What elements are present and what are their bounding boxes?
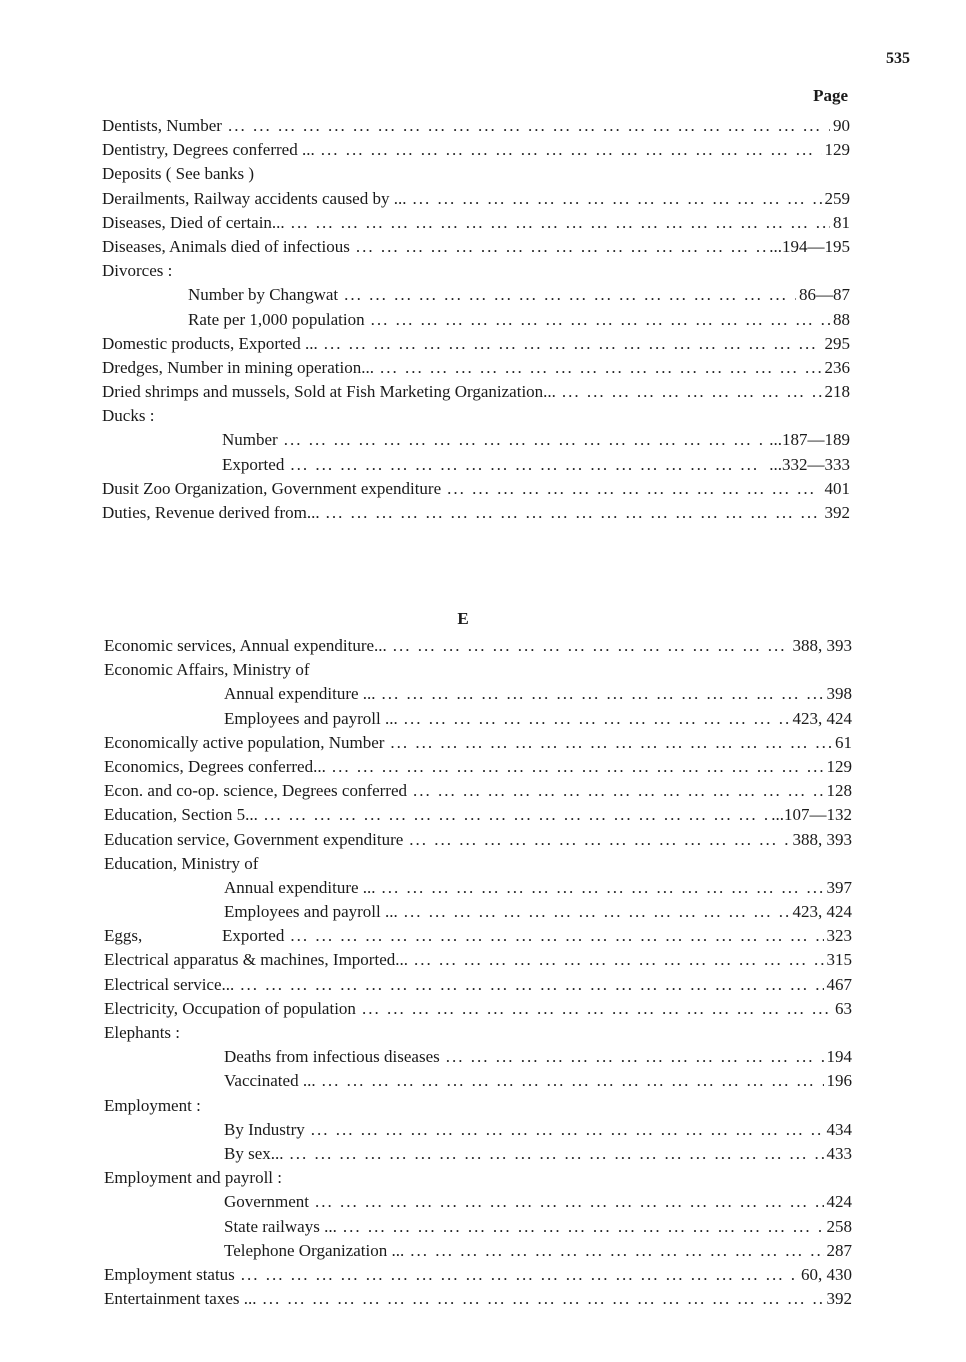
index-subentry <box>102 308 850 332</box>
page-reference: 392 <box>824 503 850 522</box>
dot-leader <box>326 501 822 525</box>
dot-leader <box>324 332 822 356</box>
dot-leader <box>382 682 824 706</box>
index-entry <box>102 162 850 186</box>
page-reference: 86—87 <box>799 285 850 305</box>
index-term-text: By sex... <box>224 1143 284 1163</box>
index-entry <box>104 924 852 948</box>
index-term <box>102 259 172 283</box>
dot-leader <box>315 1190 824 1214</box>
index-term-text: Deaths from infectious diseases <box>224 1047 440 1067</box>
dot-leader <box>390 731 832 755</box>
dot-leader <box>284 428 767 452</box>
index-term-text: Exported <box>222 926 285 946</box>
index-term <box>224 1215 337 1239</box>
dot-leader <box>413 779 823 803</box>
index-term <box>102 114 222 138</box>
dot-leader <box>393 634 790 658</box>
index-term <box>102 138 315 162</box>
index-term <box>102 187 406 211</box>
index-section-e <box>104 604 852 1311</box>
index-term-text: Number by Changwat <box>188 285 339 305</box>
index-entry <box>102 138 850 162</box>
index-entry <box>104 1094 852 1118</box>
page-reference: 423, 424 <box>792 708 852 728</box>
index-subentry <box>104 1118 852 1142</box>
index-term <box>224 1142 284 1166</box>
index-term-text: Employment : <box>104 1095 201 1115</box>
page-reference: 423, 424 <box>792 902 852 922</box>
page-reference: 88 <box>833 309 850 329</box>
index-term-text: Government <box>224 1192 309 1212</box>
index-term <box>102 356 374 380</box>
page-reference: 388, 393 <box>792 636 852 655</box>
index-entry <box>104 973 852 997</box>
page-reference: 287 <box>826 1240 852 1260</box>
index-entry <box>104 755 852 779</box>
dot-leader <box>344 283 796 307</box>
dot-leader <box>240 973 823 997</box>
dot-leader <box>228 114 830 138</box>
index-term <box>104 658 310 682</box>
dot-leader <box>412 187 821 211</box>
index-term <box>224 707 398 731</box>
index-term-text: Annual expenditure ... <box>224 684 376 704</box>
page-reference: 236 <box>824 357 850 377</box>
index-term <box>104 1263 235 1287</box>
dot-leader <box>356 235 766 259</box>
index-term <box>104 852 258 876</box>
page-reference: ...187—189 <box>769 430 850 450</box>
index-subentry <box>104 900 852 924</box>
page-reference: 401 <box>824 478 850 498</box>
index-entry <box>102 477 850 501</box>
index-entry <box>104 1021 852 1045</box>
index-term <box>222 453 284 477</box>
dot-leader <box>446 1045 824 1069</box>
page-reference: 194 <box>826 1047 852 1067</box>
index-term-text: Duties, Revenue derived from... <box>102 503 320 522</box>
index-term-text: Economic services, Annual expenditure... <box>104 636 387 655</box>
dot-leader <box>343 1215 824 1239</box>
index-term <box>104 803 258 827</box>
dot-leader <box>332 755 824 779</box>
page-reference: 258 <box>826 1216 852 1236</box>
dot-leader <box>404 707 790 731</box>
index-term-text: Number <box>222 430 278 450</box>
page-reference: 63 <box>835 998 852 1018</box>
index-term-text: Dried shrimps and mussels, Sold at Fish Marketing Organization... <box>102 382 556 402</box>
index-term-text: Education service, Government expenditure <box>104 829 404 849</box>
dot-leader <box>414 948 824 972</box>
page-reference: 424 <box>826 1192 852 1212</box>
index-term-text: Electrical apparatus & machines, Imported... <box>104 950 408 970</box>
page-reference: 60, 430 <box>801 1264 852 1284</box>
page-reference: 128 <box>826 781 852 801</box>
index-entry <box>104 803 852 827</box>
index-entry <box>102 404 850 428</box>
index-section-e-entries <box>104 634 852 1311</box>
index-term-text: Dusit Zoo Organization, Government expenditure <box>102 478 442 498</box>
index-term <box>104 779 407 803</box>
page-reference: 129 <box>824 140 850 160</box>
dot-leader <box>241 1263 798 1287</box>
index-subentry <box>102 283 850 307</box>
index-term-text: Diseases, Died of certain... <box>102 212 285 232</box>
page-reference: 398 <box>826 684 852 704</box>
dot-leader <box>380 356 822 380</box>
index-term-text: Deposits ( See banks ) <box>102 164 255 184</box>
index-term-text: Economically active population, Number <box>104 732 385 752</box>
page-reference: 259 <box>824 188 850 208</box>
index-term <box>102 235 350 259</box>
index-term-text: Employment and payroll : <box>104 1168 282 1188</box>
page-reference: 129 <box>826 756 852 776</box>
page-reference: 315 <box>826 950 852 970</box>
page-reference: 392 <box>826 1289 852 1309</box>
index-term-prefix: Eggs, <box>104 926 143 946</box>
index-term-text: Telephone Organization ... <box>224 1240 405 1260</box>
dot-leader <box>290 924 823 948</box>
page-reference: 295 <box>824 333 850 353</box>
index-entry <box>104 731 852 755</box>
index-entry <box>102 501 850 525</box>
dot-leader <box>404 900 790 924</box>
dot-leader <box>321 138 822 162</box>
dot-leader <box>409 828 789 852</box>
index-term <box>102 332 318 356</box>
index-term-text: Exported <box>222 454 285 474</box>
index-subentry <box>104 1069 852 1093</box>
index-term-text: Education, Section 5... <box>104 805 258 825</box>
index-term-text: Education, Ministry of <box>104 853 259 873</box>
index-entry <box>104 852 852 876</box>
index-term <box>104 997 356 1021</box>
index-term <box>188 283 338 307</box>
index-term-text: State railways ... <box>224 1216 337 1236</box>
index-term <box>104 731 384 755</box>
index-term-text: Economics, Degrees conferred... <box>104 756 326 776</box>
index-term <box>104 1287 256 1311</box>
section-letter: E <box>457 609 469 628</box>
index-term <box>188 308 365 332</box>
index-section-d <box>102 114 850 525</box>
dot-leader <box>311 1118 824 1142</box>
index-term-text: Derailments, Railway accidents caused by ... <box>102 188 407 208</box>
index-term <box>102 404 154 428</box>
page-reference: ...332—333 <box>769 454 850 474</box>
index-term-text: Employment status <box>104 1264 235 1284</box>
index-entry <box>104 948 852 972</box>
index-term-text: Diseases, Animals died of infectious <box>102 236 350 256</box>
index-term <box>224 1045 440 1069</box>
index-subentry <box>104 1142 852 1166</box>
dot-leader <box>262 1287 823 1311</box>
index-entry <box>104 779 852 803</box>
index-subentry <box>102 428 850 452</box>
page-reference: 218 <box>824 382 850 402</box>
index-term <box>224 682 376 706</box>
index-entry <box>104 658 852 682</box>
index-term-text: Employees and payroll ... <box>224 708 398 728</box>
dot-leader <box>290 1142 824 1166</box>
index-entry <box>102 211 850 235</box>
index-entry <box>102 235 850 259</box>
index-term <box>104 924 284 948</box>
page-reference: 196 <box>826 1071 852 1091</box>
index-term <box>102 162 254 186</box>
index-term-text: Econ. and co-op. science, Degrees conferred <box>104 781 408 801</box>
index-term <box>224 1239 404 1263</box>
index-term <box>104 1094 201 1118</box>
dot-leader <box>291 211 830 235</box>
index-entry <box>104 634 852 658</box>
index-subentry <box>104 876 852 900</box>
page-reference: 81 <box>833 212 850 232</box>
page-column-header: Page <box>813 86 848 105</box>
index-term-text: Electricity, Occupation of population <box>104 998 356 1018</box>
index-term <box>104 973 234 997</box>
dot-leader <box>382 876 824 900</box>
index-term <box>104 1021 180 1045</box>
index-entry <box>104 997 852 1021</box>
index-entry <box>104 1166 852 1190</box>
index-entry <box>104 1263 852 1287</box>
dot-leader <box>371 308 830 332</box>
index-term <box>224 900 398 924</box>
page-reference: 433 <box>826 1143 852 1163</box>
index-entry <box>104 1287 852 1311</box>
index-term <box>104 1166 282 1190</box>
index-subentry <box>104 1239 852 1263</box>
index-term <box>224 876 376 900</box>
page-reference: 434 <box>826 1119 852 1139</box>
page-reference: ...107—132 <box>771 805 852 825</box>
index-entry <box>102 114 850 138</box>
index-subentry <box>104 1215 852 1239</box>
index-entry <box>102 380 850 404</box>
index-term-text: Electrical service... <box>104 974 235 994</box>
page-reference: 323 <box>826 926 852 946</box>
index-term <box>104 634 387 658</box>
index-term <box>102 380 556 404</box>
dot-leader <box>562 380 822 404</box>
index-term <box>102 211 285 235</box>
index-term-text: Dentistry, Degrees conferred ... <box>102 140 315 160</box>
dot-leader <box>447 477 821 501</box>
index-term-text: By Industry <box>224 1119 305 1139</box>
index-term-text: Economic Affairs, Ministry of <box>104 660 310 680</box>
page-reference: 397 <box>826 877 852 897</box>
index-term <box>104 755 326 779</box>
dot-leader <box>264 803 768 827</box>
index-entry <box>102 332 850 356</box>
index-term-text: Domestic products, Exported ... <box>102 333 318 353</box>
index-term <box>104 948 408 972</box>
dot-leader <box>322 1069 824 1093</box>
page-reference: 61 <box>835 732 852 752</box>
index-term-text: Divorces : <box>102 261 173 281</box>
index-term <box>224 1118 305 1142</box>
index-term <box>102 477 441 501</box>
index-term <box>224 1069 316 1093</box>
index-term <box>102 501 320 525</box>
index-entry <box>102 259 850 283</box>
index-subentry <box>104 1190 852 1214</box>
index-term-text: Ducks : <box>102 406 155 426</box>
index-entry <box>104 828 852 852</box>
page-reference: 90 <box>833 116 850 135</box>
index-entry <box>102 187 850 211</box>
index-term-text: Entertainment taxes ... <box>104 1289 257 1309</box>
index-term-text: Annual expenditure ... <box>224 877 376 897</box>
page-reference: 467 <box>826 974 852 994</box>
index-term <box>224 1190 309 1214</box>
dot-leader <box>410 1239 823 1263</box>
index-term-text: Vaccinated ... <box>224 1071 316 1091</box>
page-reference: 388, 393 <box>792 829 852 849</box>
dot-leader <box>290 453 766 477</box>
page-reference: ...194—195 <box>769 236 850 256</box>
index-entry <box>102 356 850 380</box>
index-subentry <box>104 682 852 706</box>
index-term-text: Employees and payroll ... <box>224 902 398 922</box>
index-term-text: Dentists, Number <box>102 116 222 135</box>
index-term <box>222 428 278 452</box>
index-term-text: Dredges, Number in mining operation... <box>102 357 374 377</box>
index-subentry <box>104 707 852 731</box>
index-subentry <box>104 1045 852 1069</box>
index-term-text: Rate per 1,000 population <box>188 309 365 329</box>
index-term-text: Elephants : <box>104 1023 181 1042</box>
index-term <box>104 828 403 852</box>
dot-leader <box>362 997 832 1021</box>
index-subentry <box>102 453 850 477</box>
page-number: 535 <box>886 50 910 67</box>
